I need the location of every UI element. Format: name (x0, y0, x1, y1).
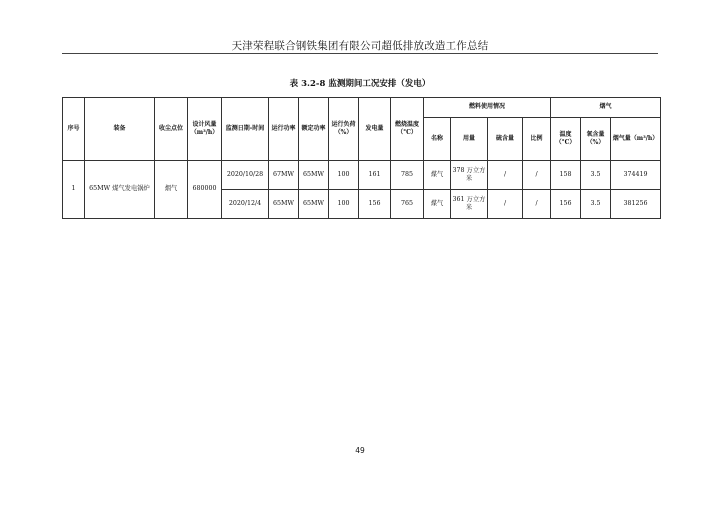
cell-flue-temp: 156 (551, 190, 581, 219)
cell-fuel-amount: 361 万立方米 (451, 190, 488, 219)
cell-oxygen: 3.5 (581, 190, 611, 219)
header-fuel-amount: 用量 (451, 118, 488, 161)
header-design-airflow: 设计风量（m³/h） (188, 98, 222, 161)
cell-seq: 1 (63, 161, 85, 219)
cell-operating-power: 65MW (269, 190, 299, 219)
cell-flue-temp: 158 (551, 161, 581, 190)
header-generation: 发电量 (359, 98, 391, 161)
cell-equipment: 65MW 煤气发电锅炉 (85, 161, 155, 219)
table-row (63, 161, 661, 190)
cell-fuel-amount: 378 万立方米 (451, 161, 488, 190)
header-rated-power: 额定功率 (299, 98, 329, 161)
cell-flue-volume: 381256 (611, 190, 661, 219)
header-sulfur: 硫含量 (488, 118, 523, 161)
cell-load: 100 (329, 161, 359, 190)
header-flue-group: 烟气 (551, 98, 661, 118)
cell-flue-volume: 374419 (611, 161, 661, 190)
header-ratio: 比例 (523, 118, 551, 161)
header-monitoring-date: 监测日期-时间 (222, 98, 269, 161)
cell-generation: 161 (359, 161, 391, 190)
header-seq: 序号 (63, 98, 85, 161)
cell-furnace-temp: 785 (391, 161, 424, 190)
cell-generation: 156 (359, 190, 391, 219)
header-collection-point: 收尘点位 (155, 98, 188, 161)
cell-operating-power: 67MW (269, 161, 299, 190)
cell-oxygen: 3.5 (581, 161, 611, 190)
cell-design-airflow: 680000 (188, 161, 222, 219)
cell-ratio: / (523, 190, 551, 219)
header-divider (62, 53, 658, 54)
cell-collection-point: 烟气 (155, 161, 188, 219)
cell-sulfur: / (488, 190, 523, 219)
header-fuel-name: 名称 (424, 118, 451, 161)
header-operating-load: 运行负荷（%） (329, 98, 359, 161)
header-furnace-temp: 燃烧温度（°C） (391, 98, 424, 161)
header-flue-volume: 烟气量（m³/h） (611, 118, 661, 161)
cell-ratio: / (523, 161, 551, 190)
page-number: 49 (355, 446, 365, 455)
header-fuel-group: 燃料使用情况 (424, 98, 551, 118)
cell-fuel-name: 煤气 (424, 161, 451, 190)
monitoring-conditions-table (62, 97, 661, 219)
cell-date: 2020/10/28 (222, 161, 269, 190)
header-flue-temp: 温度（°C） (551, 118, 581, 161)
table-caption: 表 3.2-8 监测期间工况安排（发电） (289, 79, 431, 89)
cell-date: 2020/12/4 (222, 190, 269, 219)
header-equipment: 装备 (85, 98, 155, 161)
header-operating-power: 运行功率 (269, 98, 299, 161)
cell-furnace-temp: 765 (391, 190, 424, 219)
cell-load: 100 (329, 190, 359, 219)
cell-rated-power: 65MW (299, 190, 329, 219)
document-header-title: 天津荣程联合钢铁集团有限公司超低排放改造工作总结 (231, 40, 489, 52)
cell-rated-power: 65MW (299, 161, 329, 190)
cell-sulfur: / (488, 161, 523, 190)
cell-fuel-name: 煤气 (424, 190, 451, 219)
header-oxygen: 氧含量（%） (581, 118, 611, 161)
